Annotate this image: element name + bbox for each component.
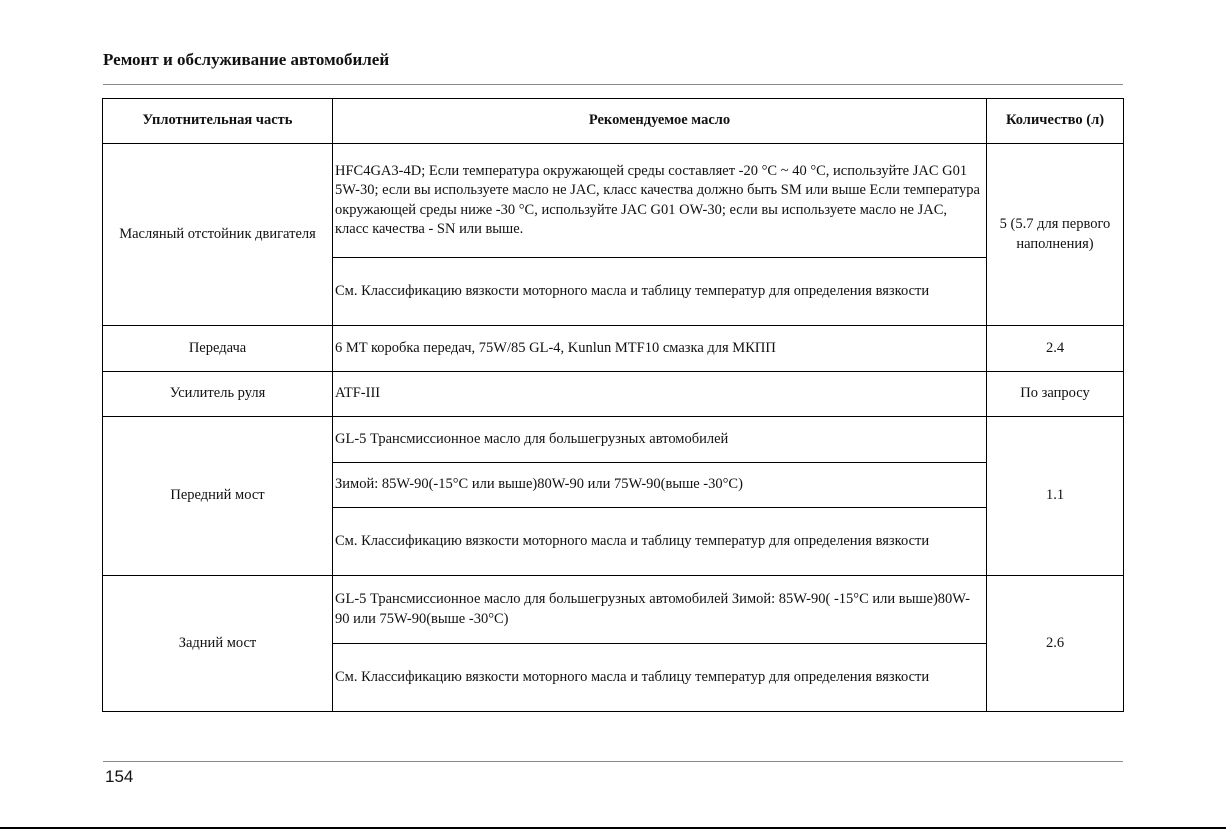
table-row: [103, 144, 1124, 258]
oil-cell: См. Классификацию вязкости моторного масла и таблицу температур для определения вязкости: [333, 508, 987, 576]
page-number: 154: [105, 767, 134, 786]
footer-rule: [103, 761, 1123, 762]
table-row: [103, 372, 1124, 417]
oil-cell: См. Классификацию вязкости моторного масла и таблицу температур для определения вязкости: [333, 258, 987, 326]
oil-cell: Зимой: 85W-90(-15°C или выше)80W-90 или 75W-90(выше -30°C): [333, 463, 987, 508]
oil-cell: HFC4GA3-4D; Если температура окружающей среды составляет -20 °C ~ 40 °C, используйте JAC G01 5W-30; если вы используете масло не JAC, класс качества должно быть SM или выше Если температура окружающей среды ниже -30 °C, используйте JAC G01 OW-30; если вы используете масло не JAC, класс качества - SN или выше.: [333, 144, 987, 258]
oil-cell: GL-5 Трансмиссионное масло для большегрузных автомобилей: [333, 417, 987, 463]
part-cell-engine-oil-pan: Масляный отстойник двигателя: [103, 144, 333, 326]
part-cell-front-axle: Передний мост: [103, 417, 333, 576]
part-cell-power-steering: Усилитель руля: [103, 372, 333, 417]
quantity-cell: 2.6: [987, 576, 1124, 712]
oil-specification-table: [102, 98, 1124, 712]
quantity-cell: 2.4: [987, 326, 1124, 372]
part-cell-rear-axle: Задний мост: [103, 576, 333, 712]
quantity-cell: 5 (5.7 для первого наполнения): [987, 144, 1124, 326]
column-header-oil: Рекомендуемое масло: [333, 99, 987, 144]
quantity-cell: По запросу: [987, 372, 1124, 417]
table-row: [103, 576, 1124, 644]
quantity-cell: 1.1: [987, 417, 1124, 576]
table-header-row: [103, 99, 1124, 144]
oil-cell: GL-5 Трансмиссионное масло для большегрузных автомобилей Зимой: 85W-90( -15°C или выше)80W-90 или 75W-90(выше -30°C): [333, 576, 987, 644]
part-cell-transmission: Передача: [103, 326, 333, 372]
oil-cell: ATF-III: [333, 372, 987, 417]
oil-cell: См. Классификацию вязкости моторного масла и таблицу температур для определения вязкости: [333, 644, 987, 712]
header-rule: [103, 84, 1123, 85]
column-header-quantity: Количество (л): [987, 99, 1124, 144]
column-header-part: Уплотнительная часть: [103, 99, 333, 144]
oil-cell: 6 MT коробка передач, 75W/85 GL-4, Kunlun MTF10 смазка для МКПП: [333, 326, 987, 372]
table-row: [103, 326, 1124, 372]
table-row: [103, 417, 1124, 463]
page-header-title: Ремонт и обслуживание автомобилей: [103, 50, 390, 69]
